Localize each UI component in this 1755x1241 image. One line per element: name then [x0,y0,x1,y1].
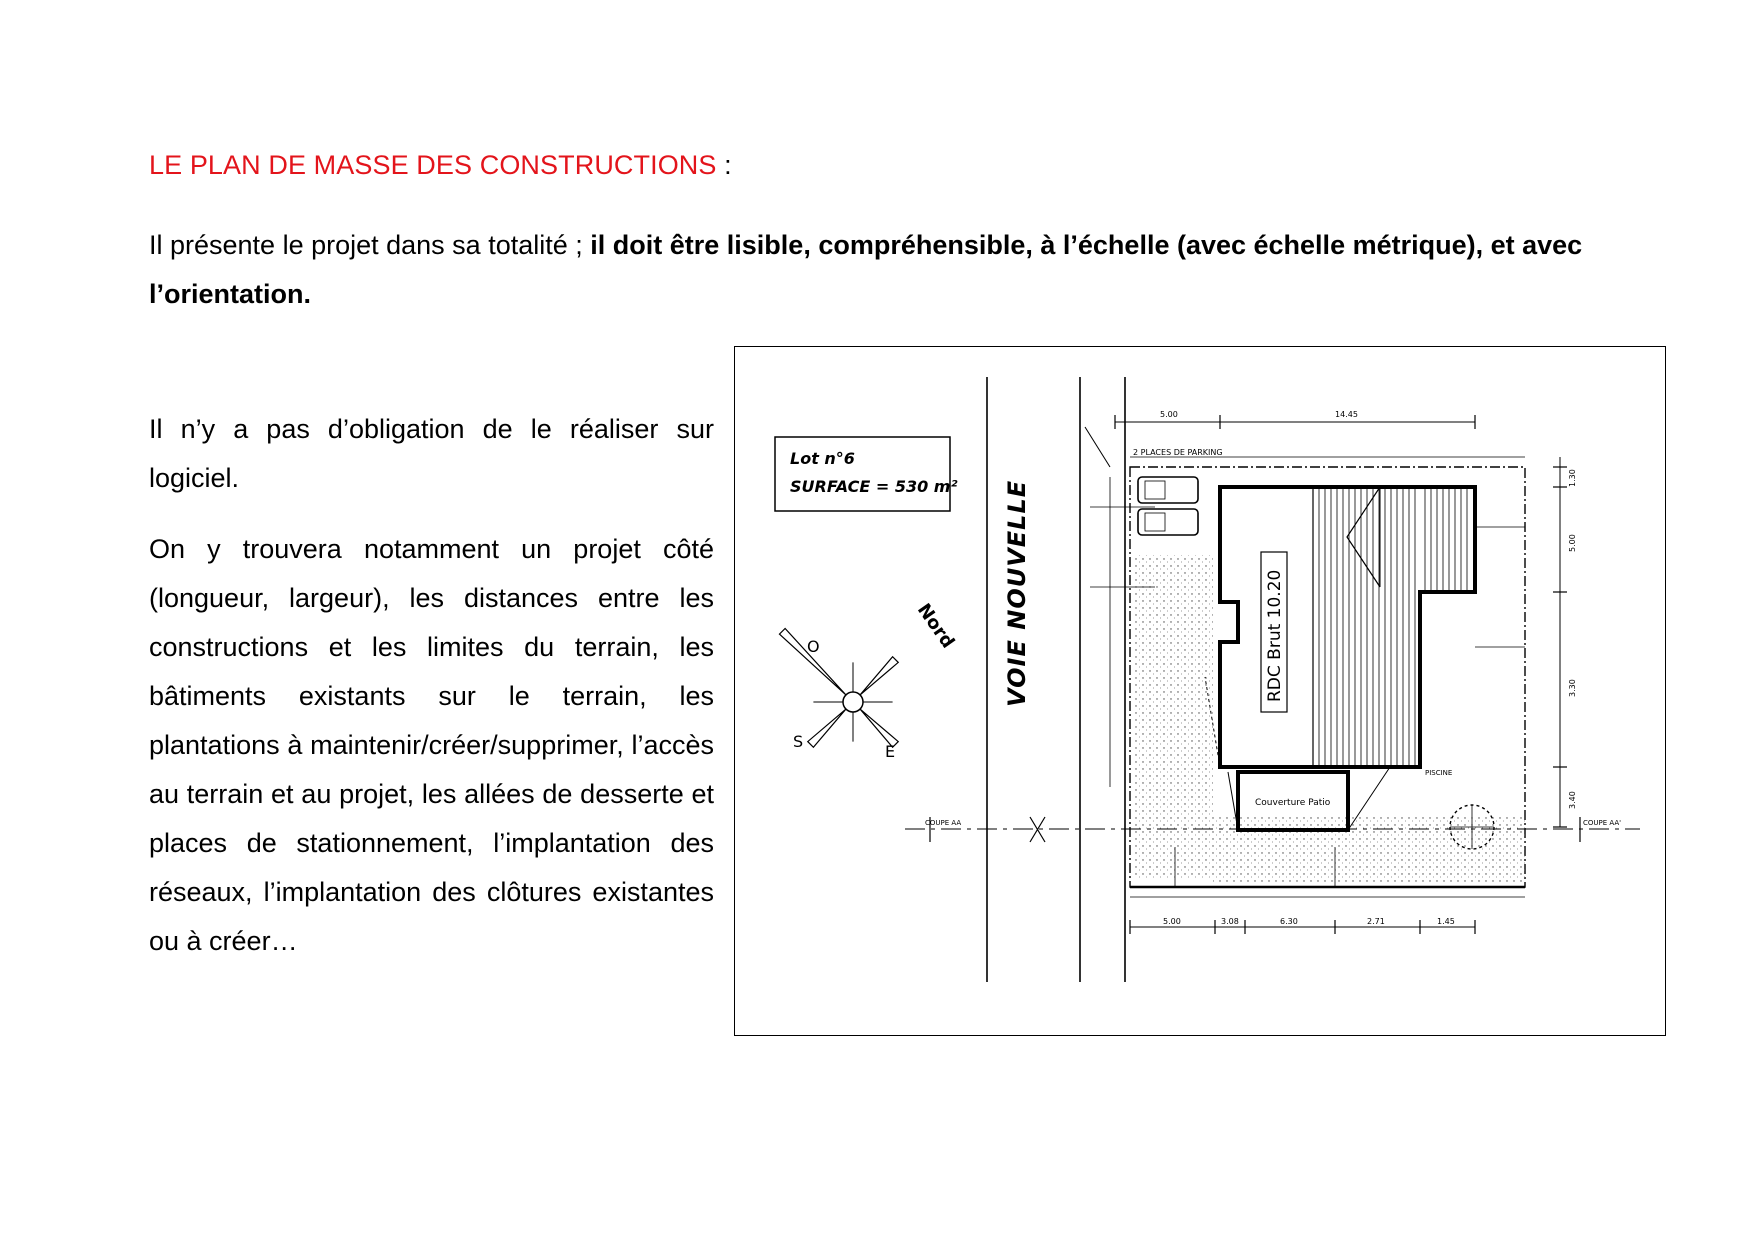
house-label: RDC Brut 10.20 [1265,569,1285,702]
dim-right-1: 1.30 [1568,469,1577,487]
site-plan-drawing [735,347,1667,1037]
body-paragraph-1: Il n’y a pas d’obligation de le réaliser sur logiciel. [149,414,714,493]
compass-rose [740,589,938,787]
roof-hatching [1319,489,1467,765]
body-column [149,405,714,988]
parking-label: 2 PLACES DE PARKING [1133,448,1223,457]
dim-bottom-1: 5.00 [1163,917,1181,926]
dim-right-3: 3.30 [1568,679,1577,697]
section-right-label: COUPE AA' [1583,819,1622,827]
dim-bottom-2: 3.08 [1221,917,1239,926]
dim-top-2: 14.45 [1335,410,1358,419]
section-left-label: COUPE AA [925,819,962,827]
lot-surface-label: SURFACE = 530 m² [790,477,958,496]
section-heading [149,150,732,181]
compass-letter-e: E [885,742,896,761]
north-label: Nord [912,599,959,653]
intro-plain-text: Il présente le projet dans sa totalité ; [149,230,591,260]
dim-top-1: 5.00 [1160,410,1178,419]
section-heading-colon: : [716,150,732,180]
dim-bottom-4: 2.71 [1367,917,1385,926]
section-heading-title: LE PLAN DE MASSE DES CONSTRUCTIONS [149,150,717,180]
body-paragraph-2: On y trouvera notamment un projet côté (longueur, largeur), les distances entre les constructions et les limites du terrain, les bâtiments existants sur le terrain, les plantations à maintenir/créer/supprimer, l’accès au terrain et au projet, les allées de desserte et places de stationnement, l’implantation des réseaux, l’implantation des clôtures existantes ou à créer… [149,534,714,956]
compass-letter-o: O [807,637,820,656]
dim-right-2: 5.00 [1568,534,1577,552]
covered-patio-label: Couverture Patio [1255,798,1331,808]
compass-letter-s: S [793,732,804,751]
intro-bold-text: il doit être lisible, compréhensible, à l’échelle (avec échelle métrique), et avec l’orientation. [149,230,1583,309]
pool-label: PISCINE [1425,769,1453,777]
lot-number-label: Lot n°6 [790,449,855,468]
road-name-label: VOIE NOUVELLE [1003,479,1031,707]
dim-bottom-5: 1.45 [1437,917,1455,926]
dim-bottom-3: 6.30 [1280,917,1298,926]
dim-right-4: 3.40 [1568,791,1577,809]
intro-paragraph [149,221,1619,319]
site-plan-figure [734,346,1666,1036]
